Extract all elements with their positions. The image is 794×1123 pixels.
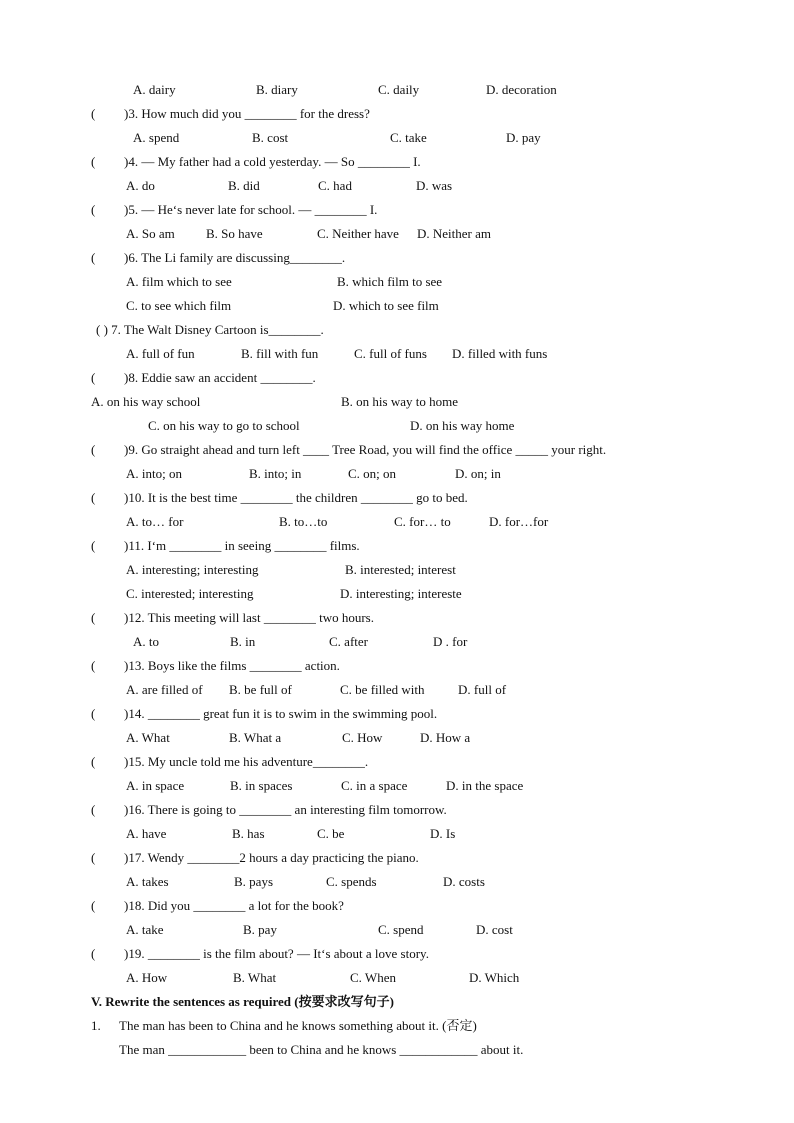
q9-option-c: C. on; on (348, 466, 397, 481)
rewrite-1-number: 1. (91, 1018, 101, 1033)
q16-option-a: A. have (126, 826, 167, 841)
q13-option-c: C. be filled with (340, 682, 425, 697)
q3-paren: ( (91, 106, 96, 121)
q16-option-d: D. Is (430, 826, 456, 841)
q7-option-d: D. filled with funs (452, 346, 548, 361)
q3-option-d: D. pay (506, 130, 541, 145)
q14-option-d: D. How a (420, 730, 471, 745)
q17-option-d: D. costs (443, 874, 485, 889)
q12-option-c: C. after (329, 634, 368, 649)
q18-question: )18. Did you ________ a lot for the book? (124, 898, 344, 913)
q10-option-d: D. for…for (489, 514, 549, 529)
section-5-heading: V. Rewrite the sentences as required (按要求改写句子) (91, 994, 394, 1009)
q11-option-a: A. interesting; interesting (126, 562, 259, 577)
q7-question: ( ) 7. The Walt Disney Cartoon is________. (96, 322, 324, 337)
q13-option-b: B. be full of (229, 682, 292, 697)
q19-option-c: C. When (350, 970, 396, 985)
q4-option-d: D. was (416, 178, 453, 193)
q17-question: )17. Wendy ________2 hours a day practicing the piano. (124, 850, 419, 865)
q9-option-d: D. on; in (455, 466, 501, 481)
q5-question: )5. — He‘s never late for school. — ________ I. (124, 202, 378, 217)
q3-question: )3. How much did you ________ for the dress? (124, 106, 370, 121)
q14-option-c: C. How (342, 730, 383, 745)
q14-paren: ( (91, 706, 96, 721)
q16-option-c: C. be (317, 826, 345, 841)
rewrite-1-answer-line: The man ____________ been to China and he knows ____________ about it. (119, 1042, 524, 1057)
q15-option-d: D. in the space (446, 778, 524, 793)
q12-option-a: A. to (133, 634, 159, 649)
q7-option-c: C. full of funs (354, 346, 427, 361)
q8-option-c: C. on his way to go to school (148, 418, 300, 433)
q11-option-c: C. interested; interesting (126, 586, 254, 601)
q10-option-c: C. for… to (394, 514, 451, 529)
q18-option-a: A. take (126, 922, 164, 937)
q3-option-c: C. take (390, 130, 427, 145)
q9-question: )9. Go straight ahead and turn left ____ Tree Road, you will find the office _____ your right. (124, 442, 607, 457)
q12-paren: ( (91, 610, 96, 625)
q9-option-a: A. into; on (126, 466, 182, 481)
q3-option-a: A. spend (133, 130, 180, 145)
q18-paren: ( (91, 898, 96, 913)
q4-option-b: B. did (228, 178, 260, 193)
q13-option-a: A. are filled of (126, 682, 203, 697)
q4-question: )4. — My father had a cold yesterday. — So ________ I. (124, 154, 421, 169)
q5-option-d: D. Neither am (417, 226, 492, 241)
q6-paren: ( (91, 250, 96, 265)
q19-question: )19. ________ is the film about? — It‘s about a love story. (124, 946, 429, 961)
q18-option-d: D. cost (476, 922, 513, 937)
q13-question: )13. Boys like the films ________ action. (124, 658, 340, 673)
q16-paren: ( (91, 802, 96, 817)
q19-option-d: D. Which (469, 970, 520, 985)
q5-paren: ( (91, 202, 96, 217)
rewrite-1-sentence: The man has been to China and he knows something about it. (否定) (119, 1018, 477, 1033)
q8-paren: ( (91, 370, 96, 385)
q19-option-b: B. What (233, 970, 277, 985)
q10-option-a: A. to… for (126, 514, 184, 529)
q2-option-c: C. daily (378, 82, 420, 97)
q15-option-b: B. in spaces (230, 778, 293, 793)
q15-paren: ( (91, 754, 96, 769)
q17-option-b: B. pays (234, 874, 273, 889)
q5-option-c: C. Neither have (317, 226, 399, 241)
q6-option-b: B. which film to see (337, 274, 443, 289)
q15-option-a: A. in space (126, 778, 185, 793)
q16-question: )16. There is going to ________ an interesting film tomorrow. (124, 802, 447, 817)
q10-option-b: B. to…to (279, 514, 328, 529)
q15-option-c: C. in a space (341, 778, 408, 793)
q17-paren: ( (91, 850, 96, 865)
q2-option-a: A. dairy (133, 82, 176, 97)
q8-option-d: D. on his way home (410, 418, 515, 433)
q6-option-c: C. to see which film (126, 298, 232, 313)
q5-option-b: B. So have (206, 226, 263, 241)
q3-option-b: B. cost (252, 130, 289, 145)
q7-option-a: A. full of fun (126, 346, 195, 361)
q9-paren: ( (91, 442, 96, 457)
q12-question: )12. This meeting will last ________ two hours. (124, 610, 374, 625)
q8-option-a: A. on his way school (91, 394, 201, 409)
q19-option-a: A. How (126, 970, 168, 985)
q13-option-d: D. full of (458, 682, 507, 697)
q19-paren: ( (91, 946, 96, 961)
q10-question: )10. It is the best time ________ the children ________ go to bed. (124, 490, 468, 505)
q11-paren: ( (91, 538, 96, 553)
q5-option-a: A. So am (126, 226, 175, 241)
q6-question: )6. The Li family are discussing________. (124, 250, 346, 265)
q11-option-b: B. interested; interest (345, 562, 456, 577)
q17-option-c: C. spends (326, 874, 377, 889)
q15-question: )15. My uncle told me his adventure________. (124, 754, 369, 769)
q11-option-d: D. interesting; intereste (340, 586, 462, 601)
q14-question: )14. ________ great fun it is to swim in the swimming pool. (124, 706, 438, 721)
q14-option-b: B. What a (229, 730, 282, 745)
q12-option-d: D . for (433, 634, 468, 649)
q14-option-a: A. What (126, 730, 170, 745)
q11-question: )11. I‘m ________ in seeing ________ films. (124, 538, 360, 553)
q12-option-b: B. in (230, 634, 256, 649)
q17-option-a: A. takes (126, 874, 169, 889)
q2-option-b: B. diary (256, 82, 298, 97)
q4-option-a: A. do (126, 178, 155, 193)
q2-option-d: D. decoration (486, 82, 557, 97)
q7-option-b: B. fill with fun (241, 346, 319, 361)
q6-option-a: A. film which to see (126, 274, 232, 289)
q16-option-b: B. has (232, 826, 265, 841)
q18-option-c: C. spend (378, 922, 424, 937)
q13-paren: ( (91, 658, 96, 673)
q10-paren: ( (91, 490, 96, 505)
q4-option-c: C. had (318, 178, 352, 193)
q8-question: )8. Eddie saw an accident ________. (124, 370, 316, 385)
q9-option-b: B. into; in (249, 466, 302, 481)
q18-option-b: B. pay (243, 922, 277, 937)
q6-option-d: D. which to see film (333, 298, 439, 313)
q8-option-b: B. on his way to home (341, 394, 458, 409)
q4-paren: ( (91, 154, 96, 169)
